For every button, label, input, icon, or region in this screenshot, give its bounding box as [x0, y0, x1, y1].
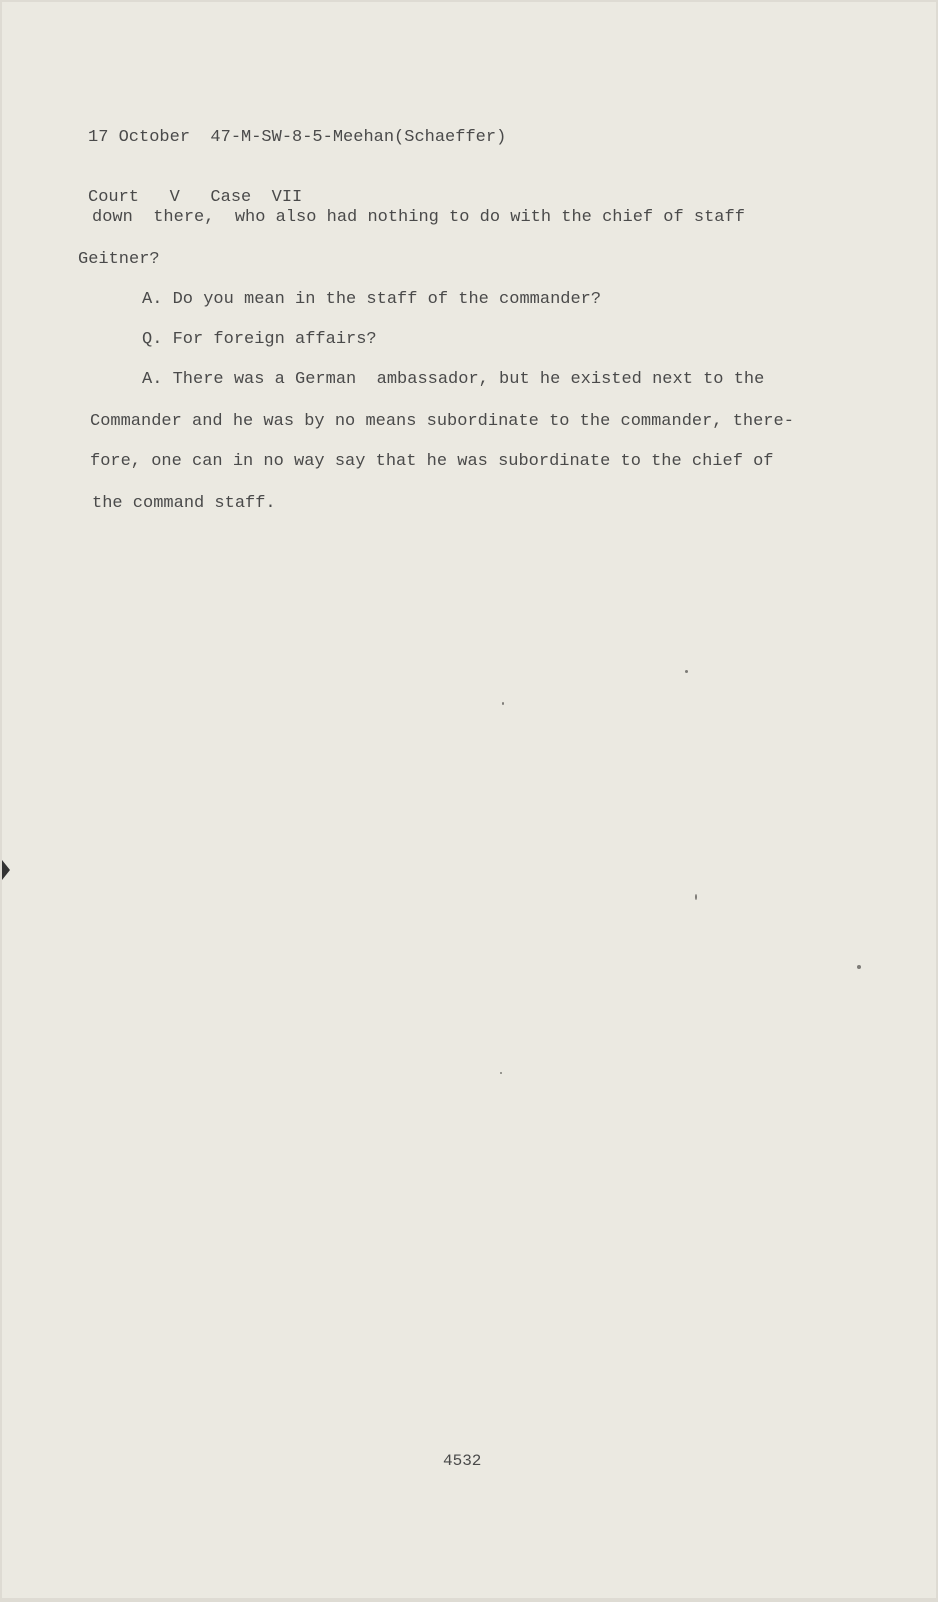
transcript-line: fore, one can in no way say that he was subordinate to the chief of — [90, 452, 774, 471]
paper-speck — [502, 702, 504, 705]
transcript-line: Commander and he was by no means subordinate to the commander, there- — [90, 412, 794, 431]
transcript-line: A. Do you mean in the staff of the commander? — [142, 290, 602, 309]
transcript-line: down there, who also had nothing to do with the chief of staff — [92, 208, 745, 227]
paper-speck — [500, 1072, 502, 1074]
header-date-reference: 17 October 47-M-SW-8-5-Meehan(Schaeffer) — [88, 128, 507, 147]
transcript-line: Geitner? — [78, 250, 160, 269]
transcript-line: A. There was a German ambassador, but he existed next to the — [142, 370, 765, 389]
paper-speck — [695, 894, 697, 900]
page-number: 4532 — [443, 1452, 482, 1470]
header-court-case: Court V Case VII — [88, 188, 303, 207]
transcript-line: the command staff. — [92, 494, 276, 513]
edge-mark — [2, 860, 10, 880]
transcript-line: Q. For foreign affairs? — [142, 330, 377, 349]
document-page — [2, 2, 936, 1598]
paper-speck — [857, 965, 861, 969]
paper-speck — [685, 670, 688, 673]
